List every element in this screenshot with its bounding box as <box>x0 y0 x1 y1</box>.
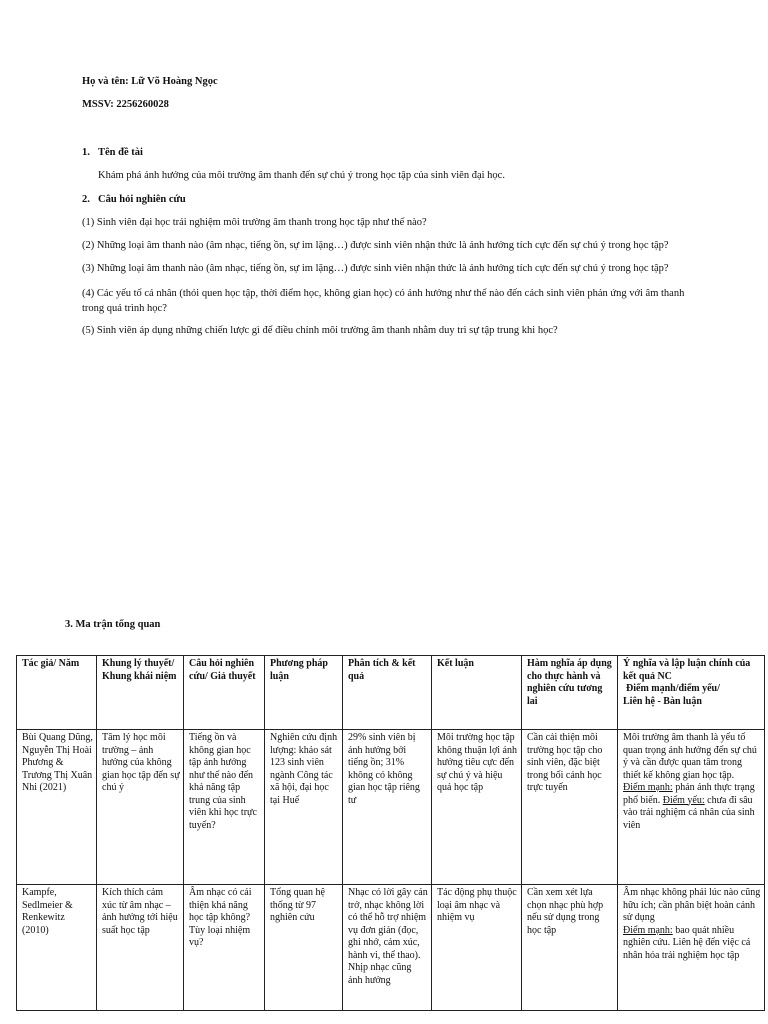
cell-results: Nhạc có lời gây cản trở, nhạc không lời có thể hỗ trợ nhiệm vụ đơn giản (đọc, ghi nhớ, cảm xúc, hành vi, thể thao). Nhịp nhạc cũng ảnh hưởng <box>343 885 432 1011</box>
header-implication: Hàm nghĩa áp dụng cho thực hành và nghiên cứu tương lai <box>522 656 618 730</box>
header-framework: Khung lý thuyết/ Khung khái niệm <box>97 656 184 730</box>
weakness-text: chưa đi sâu vào trải nghiệm cá nhân của sinh viên <box>623 794 755 831</box>
header-meaning-line-1: Ý nghĩa và lập luận chính của kết quả NC <box>623 658 751 682</box>
section-1-heading <box>82 146 143 160</box>
cell-conclusion: Môi trường học tập không thuận lợi ảnh hưởng tiêu cực đến sự chú ý và hiệu quả học tập <box>432 730 522 885</box>
cell-conclusion: Tác động phụ thuộc loại âm nhạc và nhiệm vụ <box>432 885 522 1011</box>
weakness-label: Điểm yếu: <box>662 794 705 806</box>
cell-implication: Cần cải thiện môi trường học tập cho sinh viên, đặc biệt trong bối cảnh học trực tuyến <box>522 730 618 885</box>
header-meaning <box>618 656 765 730</box>
section-3-title: 3. Ma trận tổng quan <box>65 619 161 630</box>
strength-text: bao quát nhiều nghiên cứu. Liên hệ đến việc cá nhân hóa trải nghiệm học tập <box>623 924 751 961</box>
section-1-title: Tên đề tài <box>98 147 143 158</box>
student-name: Họ và tên: Lữ Võ Hoàng Ngọc <box>82 76 218 87</box>
research-question-1: (1) Sinh viên đại học trải nghiệm môi trường âm thanh trong học tập như thế nào? <box>82 217 427 228</box>
cell-implication: Cần xem xét lựa chọn nhạc phù hợp nếu sử dụng trong học tập <box>522 885 618 1011</box>
research-question-5: (5) Sinh viên áp dụng những chiến lược gì để điều chỉnh môi trường âm thanh nhằm duy trì sự tập trung khi học? <box>82 325 558 336</box>
literature-matrix-table <box>16 655 765 1011</box>
header-conclusion: Kết luận <box>432 656 522 730</box>
student-id: MSSV: 2256260028 <box>82 99 169 110</box>
cell-method: Nghiên cứu định lượng: khảo sát 123 sinh viên ngành Công tác xã hội, đại học tại Huế <box>265 730 343 885</box>
cell-question: Tiếng ồn và không gian học tập ảnh hưởng như thế nào đến khả năng tập trung của sinh viên khi học trực tuyến? <box>184 730 265 885</box>
cell-question: Âm nhạc có cải thiện khả năng học tập không? Tùy loại nhiệm vụ? <box>184 885 265 1011</box>
header-author: Tác giả/ Năm <box>17 656 97 730</box>
research-question-4: (4) Các yếu tố cá nhân (thói quen học tập, thời điểm học, không gian học) có ảnh hưởng như thế nào đến cách sinh viên phản ứng với âm thanh trong quá trình học? <box>82 288 685 314</box>
section-1-number: 1. <box>82 147 90 158</box>
section-2-title: Câu hỏi nghiên cứu <box>98 194 186 205</box>
cell-author: Kampfe, Sedlmeier & Renkewitz (2010) <box>17 885 97 1011</box>
cell-framework: Tâm lý học môi trường – ảnh hưởng của không gian học tập đến sự chú ý <box>97 730 184 885</box>
header-question: Câu hỏi nghiên cứu/ Giả thuyết <box>184 656 265 730</box>
table-row <box>17 885 765 1011</box>
research-question-2: (2) Những loại âm thanh nào (âm nhạc, tiếng ồn, sự im lặng…) được sinh viên nhận thức là ảnh hưởng tích cực đến sự chú ý trong học tập? <box>82 240 669 251</box>
strength-text: phản ánh thực trạng phổ biến. <box>623 782 755 806</box>
header-results: Phân tích & kết quả <box>343 656 432 730</box>
cell-method: Tổng quan hệ thống từ 97 nghiên cứu <box>265 885 343 1011</box>
table-row <box>17 730 765 885</box>
header-method: Phương pháp luận <box>265 656 343 730</box>
meaning-main-text: Âm nhạc không phải lúc nào cũng hữu ích; cần phân biệt hoàn cảnh sử dụng <box>623 887 761 923</box>
cell-meaning <box>618 730 765 885</box>
section-2-number: 2. <box>82 194 90 205</box>
meaning-main-text: Môi trường âm thanh là yếu tố quan trọng ảnh hưởng đến sự chú ý và cần được quan tâm trong thiết kế không gian học tập. <box>623 732 757 781</box>
cell-framework: Kích thích cảm xúc từ âm nhạc – ảnh hưởng tới hiệu suất học tập <box>97 885 184 1011</box>
section-2-heading <box>82 193 186 207</box>
table-header-row <box>17 656 765 730</box>
strength-label: Điểm mạnh: <box>623 924 673 936</box>
topic-text: Khám phá ảnh hưởng của môi trường âm thanh đến sự chú ý trong học tập của sinh viên đại học. <box>98 170 505 181</box>
cell-meaning <box>618 885 765 1011</box>
header-meaning-line-2: Điểm mạnh/điểm yếu/ <box>626 683 720 694</box>
strength-label: Điểm mạnh: <box>623 782 673 793</box>
cell-results: 29% sinh viên bị ảnh hưởng bởi tiếng ồn; 31% không có không gian học tập riêng tư <box>343 730 432 885</box>
cell-author: Bùi Quang Dũng, Nguyễn Thị Hoài Phương & Trương Thị Xuân Nhi (2021) <box>17 730 97 885</box>
research-question-3: (3) Những loại âm thanh nào (âm nhạc, tiếng ồn, sự im lặng…) được sinh viên nhận thức là ảnh hưởng tích cực đến sự chú ý trong học tập? <box>82 263 669 274</box>
header-meaning-line-3: Liên hệ - Bàn luận <box>623 695 702 707</box>
